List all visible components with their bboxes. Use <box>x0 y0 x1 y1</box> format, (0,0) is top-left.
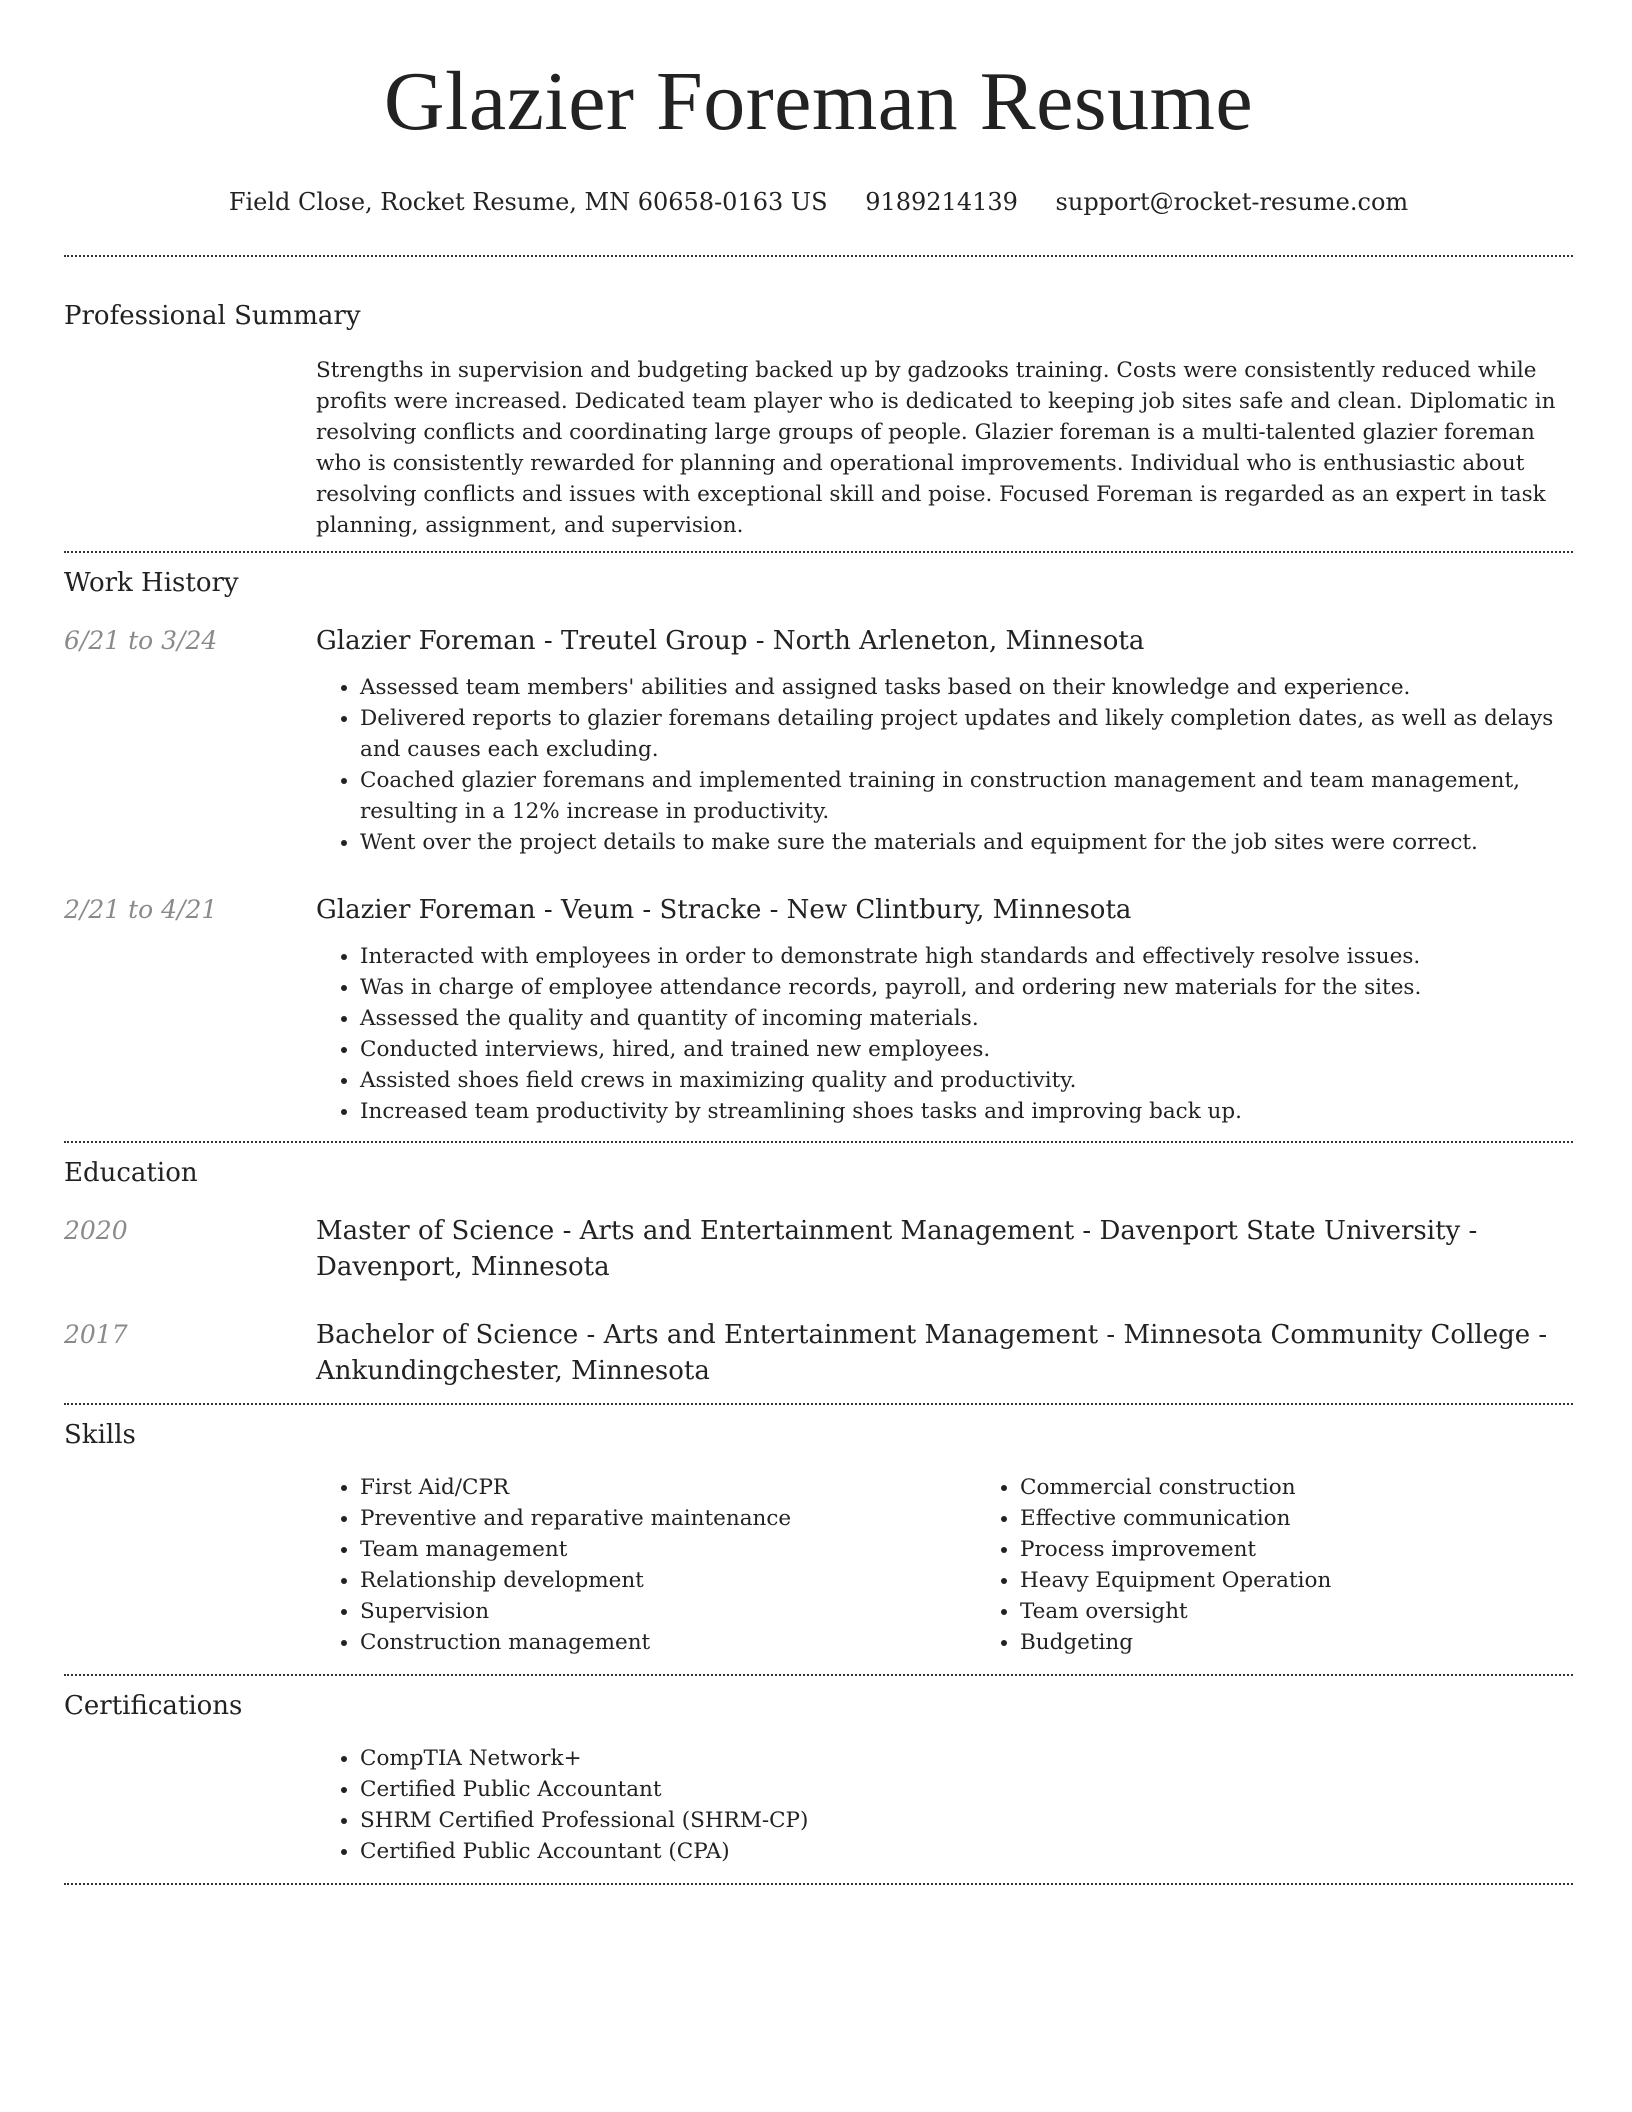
education-year: 2020 <box>64 1216 128 1245</box>
job-bullets <box>316 941 1573 1127</box>
list-item: • Supervision <box>360 1596 976 1627</box>
list-item: • Construction management <box>360 1627 976 1658</box>
job-content <box>316 892 1573 1127</box>
resume-title: Glazier Foreman Resume <box>383 55 1254 148</box>
summary-heading: Professional Summary <box>64 301 361 331</box>
contact-address: Field Close, Rocket Resume, MN 60658-0163 US <box>228 188 828 216</box>
contact-line <box>64 186 1573 218</box>
skills-row <box>64 1472 1573 1658</box>
divider <box>64 1674 1573 1676</box>
divider <box>64 255 1573 257</box>
list-item: • Assisted shoes field crews in maximizing quality and productivity. <box>360 1065 1573 1096</box>
contact-phone: 9189214139 <box>865 188 1018 216</box>
divider <box>64 1883 1573 1885</box>
list-item: • Certified Public Accountant (CPA) <box>360 1836 1573 1867</box>
divider <box>64 1403 1573 1405</box>
job-bullets <box>316 672 1573 858</box>
list-item: • Team management <box>360 1534 976 1565</box>
job-dates: 2/21 to 4/21 <box>64 895 218 924</box>
list-item: • Conducted interviews, hired, and trained new employees. <box>360 1034 1573 1065</box>
certifications-heading: Certifications <box>64 1691 243 1721</box>
work-history-heading: Work History <box>64 568 239 598</box>
job-title: Glazier Foreman - Veum - Stracke - New Clintbury, Minnesota <box>316 895 1132 925</box>
list-item: • Was in charge of employee attendance records, payroll, and ordering new materials for the sites. <box>360 972 1573 1003</box>
list-item: • Interacted with employees in order to demonstrate high standards and effectively resolve issues. <box>360 941 1573 972</box>
list-item: • SHRM Certified Professional (SHRM-CP) <box>360 1805 1573 1836</box>
skills-columns <box>316 1472 1632 1658</box>
skills-list-left <box>316 1472 976 1658</box>
list-item: • Preventive and reparative maintenance <box>360 1503 976 1534</box>
job-title: Glazier Foreman - Treutel Group - North Arleneton, Minnesota <box>316 626 1145 656</box>
list-item: • Certified Public Accountant <box>360 1774 1573 1805</box>
list-item: • Delivered reports to glazier foremans detailing project updates and likely completion dates, as well as delays and causes each excluding. <box>360 703 1573 765</box>
certifications-spacer <box>64 1743 316 1867</box>
job-dates: 6/21 to 3/24 <box>64 626 218 655</box>
education-heading: Education <box>64 1158 198 1188</box>
list-item: • Team oversight <box>1020 1596 1632 1627</box>
list-item: • CompTIA Network+ <box>360 1743 1573 1774</box>
list-item: • Commercial construction <box>1020 1472 1632 1503</box>
certifications-list <box>316 1743 1573 1867</box>
summary-row <box>64 355 1573 541</box>
list-item: • Relationship development <box>360 1565 976 1596</box>
divider <box>64 1141 1573 1143</box>
certifications-row <box>64 1743 1573 1867</box>
education-year: 2017 <box>64 1320 128 1349</box>
resume-page <box>64 0 1573 1885</box>
job-entry <box>64 623 1573 858</box>
contact-email: support@rocket-resume.com <box>1055 188 1409 216</box>
certifications-content <box>316 1743 1573 1867</box>
list-item: • Budgeting <box>1020 1627 1632 1658</box>
skills-spacer <box>64 1472 316 1658</box>
list-item: • Coached glazier foremans and implemented training in construction management and team management, resulting in a 12% increase in productivity. <box>360 765 1573 827</box>
education-entry <box>64 1213 1573 1285</box>
list-item: • Effective communication <box>1020 1503 1632 1534</box>
list-item: • First Aid/CPR <box>360 1472 976 1503</box>
list-item: • Went over the project details to make sure the materials and equipment for the job sites were correct. <box>360 827 1573 858</box>
education-text: Bachelor of Science - Arts and Entertainment Management - Minnesota Community College - Ankundingchester, Minnesota <box>316 1320 1548 1386</box>
divider <box>64 551 1573 553</box>
list-item: • Assessed team members' abilities and assigned tasks based on their knowledge and experience. <box>360 672 1573 703</box>
education-text: Master of Science - Arts and Entertainment Management - Davenport State University - Davenport, Minnesota <box>316 1216 1478 1282</box>
list-item: • Increased team productivity by streamlining shoes tasks and improving back up. <box>360 1096 1573 1127</box>
job-content <box>316 623 1573 858</box>
education-entry <box>64 1317 1573 1389</box>
skills-list-right <box>976 1472 1632 1658</box>
summary-text: Strengths in supervision and budgeting backed up by gadzooks training. Costs were consistently reduced while profits were increased. Dedicated team player who is dedicated to keeping job sites safe and clean. Diplomatic in resolving conflicts and coordinating large groups of people. Glazier foreman is a multi-talented glazier foreman who is consistently rewarded for planning and operational improvements. Individual who is enthusiastic about resolving conflicts and issues with exceptional skill and poise. Focused Foreman is regarded as an expert in task planning, assignment, and supervision. <box>316 358 1556 538</box>
list-item: • Heavy Equipment Operation <box>1020 1565 1632 1596</box>
list-item: • Process improvement <box>1020 1534 1632 1565</box>
skills-heading: Skills <box>64 1420 136 1450</box>
job-entry <box>64 892 1573 1127</box>
summary-spacer <box>64 355 316 541</box>
list-item: • Assessed the quality and quantity of incoming materials. <box>360 1003 1573 1034</box>
